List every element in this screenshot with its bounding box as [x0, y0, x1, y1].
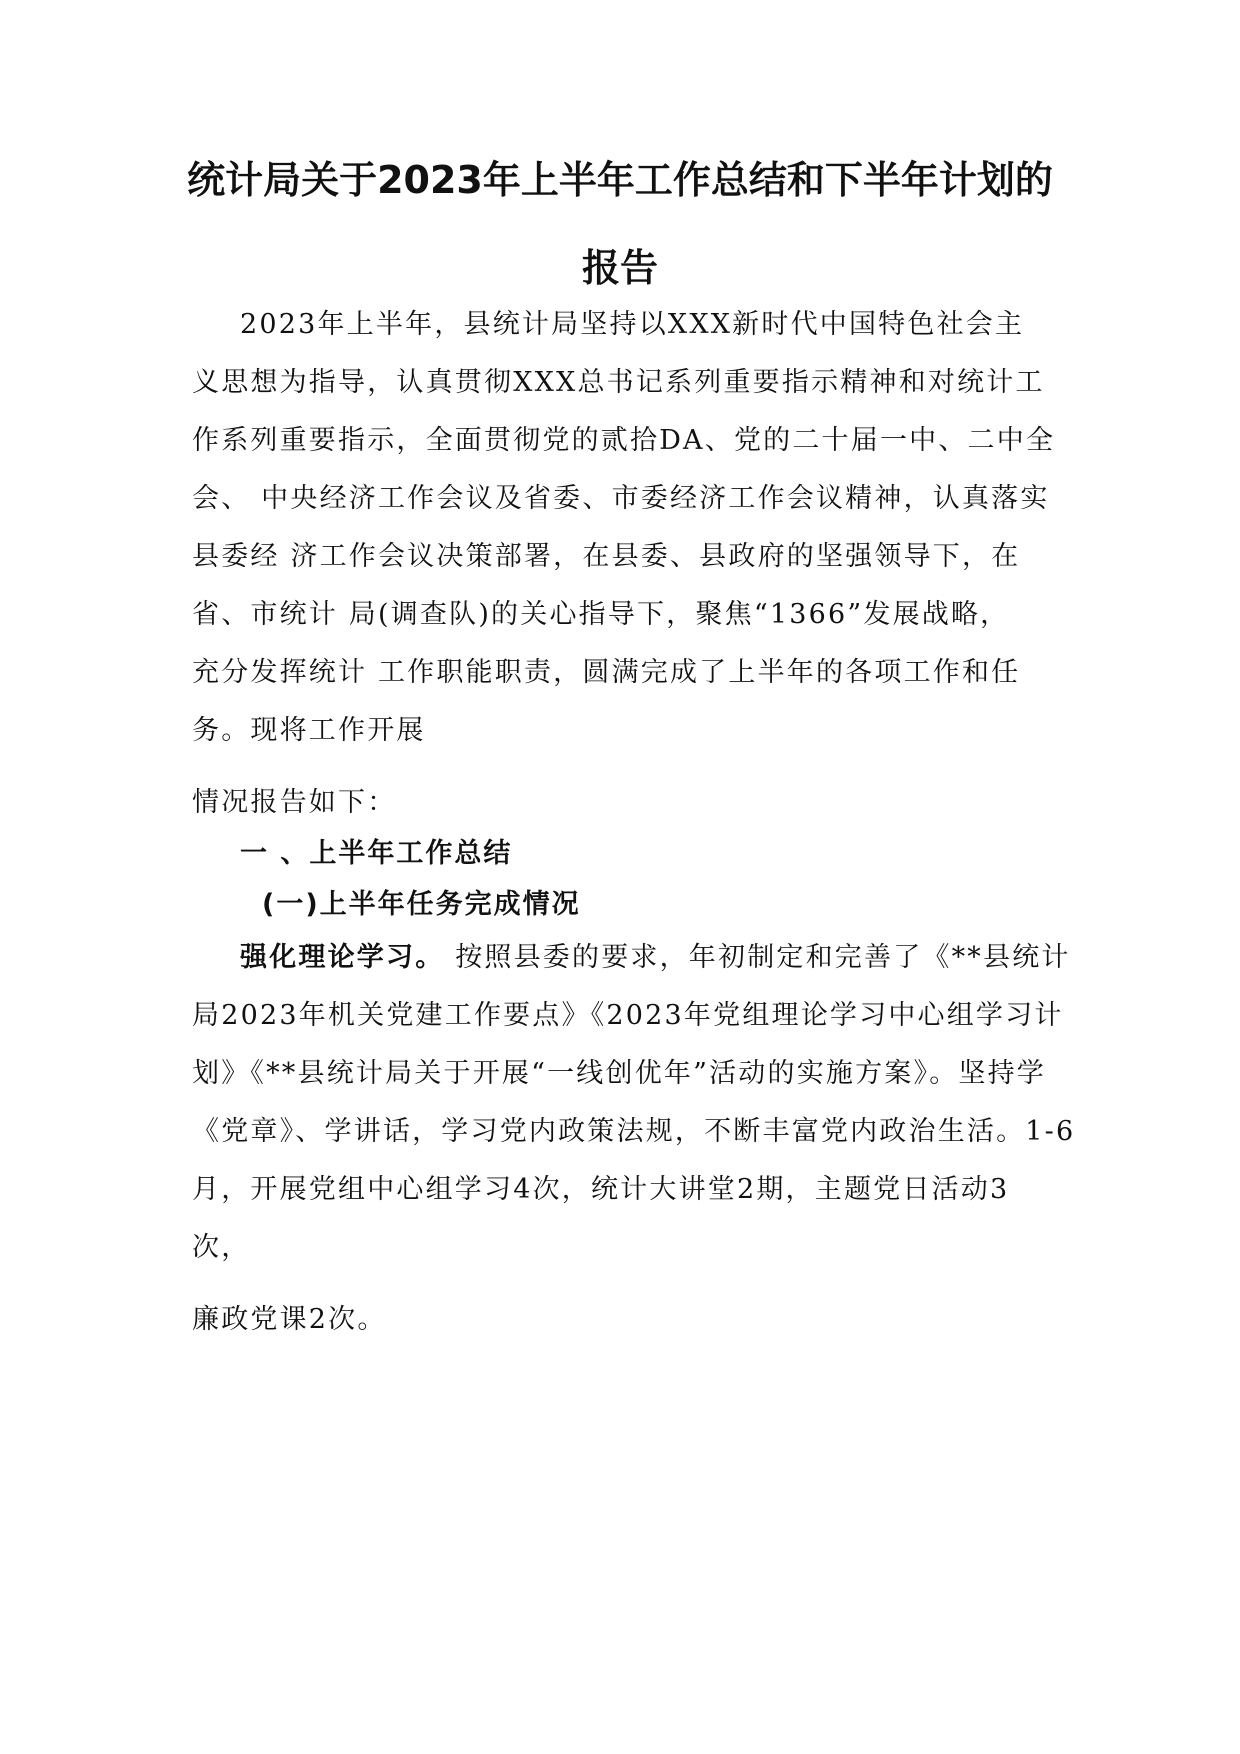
section-heading: 一 、上半年工作总结 — [240, 838, 513, 869]
paragraph-lead: 强化理论学习。 — [240, 942, 445, 973]
intro-line-5: 县委经 济工作会议决策部署，在县委、县政府的坚强领导下，在 — [192, 541, 1021, 572]
intro-line-4: 会、 中央经济工作会议及省委、市委经济工作会议精神，认真落实 — [192, 483, 1050, 514]
paragraph-line-1-text: 按照县委的要求，年初制定和完善了《**县统计 — [444, 942, 1071, 973]
document-title-line-1: 统计局关于2023年上半年工作总结和下半年计划的 — [187, 158, 1053, 202]
paragraph-line-1 — [240, 938, 1071, 978]
intro-tail-line: 情况报告如下： — [192, 787, 397, 818]
paragraph-line-2: 局2023年机关党建工作要点》《2023年党组理论学习中心组学习计 — [192, 1000, 1064, 1031]
intro-line-3: 作系列重要指示，全面贯彻党的贰拾DA、党的二十届一中、二中全 — [192, 425, 1056, 456]
document-title-line-2: 报告 — [581, 246, 658, 290]
subsection-heading: (一)上半年任务完成情况 — [262, 889, 581, 920]
intro-line-6: 省、市统计 局(调查队)的关心指导下，聚焦“1366”发展战略， — [192, 599, 1010, 630]
paragraph-line-5: 月，开展党组中心组学习4次，统计大讲堂2期，主题党日活动3 — [192, 1174, 1010, 1205]
paragraph-line-4: 《党章》、学讲话，学习党内政策法规，不断丰富党内政治生活。1-6 — [192, 1116, 1076, 1147]
intro-line-7: 充分发挥统计 工作职能职责，圆满完成了上半年的各项工作和任 — [192, 657, 1021, 688]
paragraph-line-3: 划》《**县统计局关于开展“一线创优年”活动的实施方案》。坚持学 — [192, 1058, 1047, 1089]
intro-line-2: 义思想为指导，认真贯彻XXX总书记系列重要指示精神和对统计工 — [192, 367, 1045, 398]
paragraph-tail-line: 廉政党课2次。 — [192, 1304, 387, 1335]
intro-line-8: 务。现将工作开展 — [192, 715, 426, 746]
intro-line-1: 2023年上半年，县统计局坚持以XXX新时代中国特色社会主 — [240, 309, 1025, 340]
paragraph-line-6: 次， — [192, 1232, 251, 1263]
